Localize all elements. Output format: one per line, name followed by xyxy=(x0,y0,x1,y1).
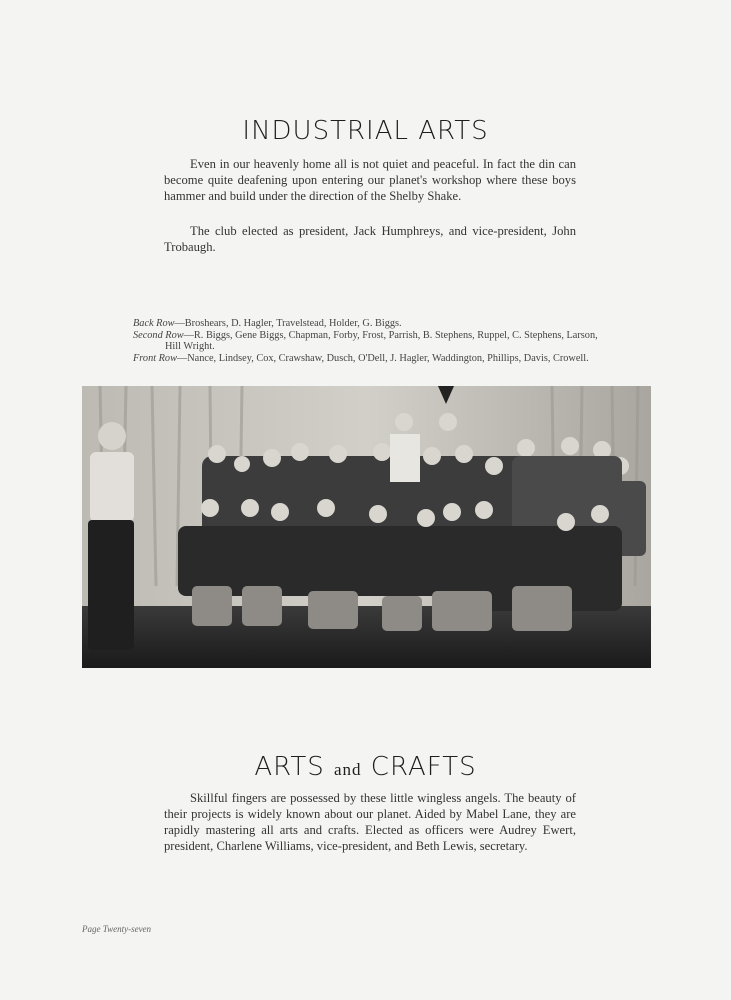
paragraph-text: Even in our heavenly home all is not quiet and peaceful. In fact the din can become quite deafening upon entering our planet's workshop where these boys hammer and build under the direction of the Shelby Shake. xyxy=(164,157,576,203)
title-word: CRAFTS xyxy=(370,752,477,782)
section-title-arts-and-crafts xyxy=(0,752,731,782)
section-title-industrial-arts: INDUSTRIAL ARTS xyxy=(242,116,489,146)
caption-row-names: —Nance, Lindsey, Cox, Crawshaw, Dusch, O'Dell, J. Hagler, Waddington, Phillips, Davis, Crowell. xyxy=(176,352,589,364)
caption-row-names: —R. Biggs, Gene Biggs, Chapman, Forby, Frost, Parrish, B. Stephens, Ruppel, C. Stephens, Larson, Hill Wright. xyxy=(165,329,598,353)
group-photo xyxy=(82,386,651,668)
caption-row-label: Back Row xyxy=(133,318,175,329)
page-number: Page Twenty-seven xyxy=(82,924,152,934)
caption-front-row xyxy=(133,353,608,365)
caption-row-names: —Broshears, D. Hagler, Travelstead, Holder, G. Biggs. xyxy=(174,318,402,329)
paragraph-text: The club elected as president, Jack Humphreys, and vice-president, John Trobaugh. xyxy=(164,224,576,254)
caption-row-label: Second Row xyxy=(133,329,184,341)
paragraph-text: Skillful fingers are possessed by these little wingless angels. The beauty of their projects is widely known about our planet. Aided by Mabel Lane, they are rapidly mastering all arts and crafts. Elected as officers were Audrey Ewert, president, Charlene Williams, vice-president, and Beth Lewis, secretary. xyxy=(164,791,576,853)
title-word: ARTS xyxy=(254,752,325,782)
group-photo-illustration xyxy=(82,386,651,668)
title-word: and xyxy=(333,760,362,779)
industrial-arts-paragraph-2 xyxy=(164,223,576,255)
industrial-arts-paragraph-1 xyxy=(164,156,576,204)
caption-back-row xyxy=(133,318,608,330)
arts-and-crafts-paragraph xyxy=(164,790,576,854)
caption-row-label: Front Row xyxy=(133,352,177,364)
photo-caption xyxy=(133,318,608,364)
caption-second-row xyxy=(133,330,608,353)
